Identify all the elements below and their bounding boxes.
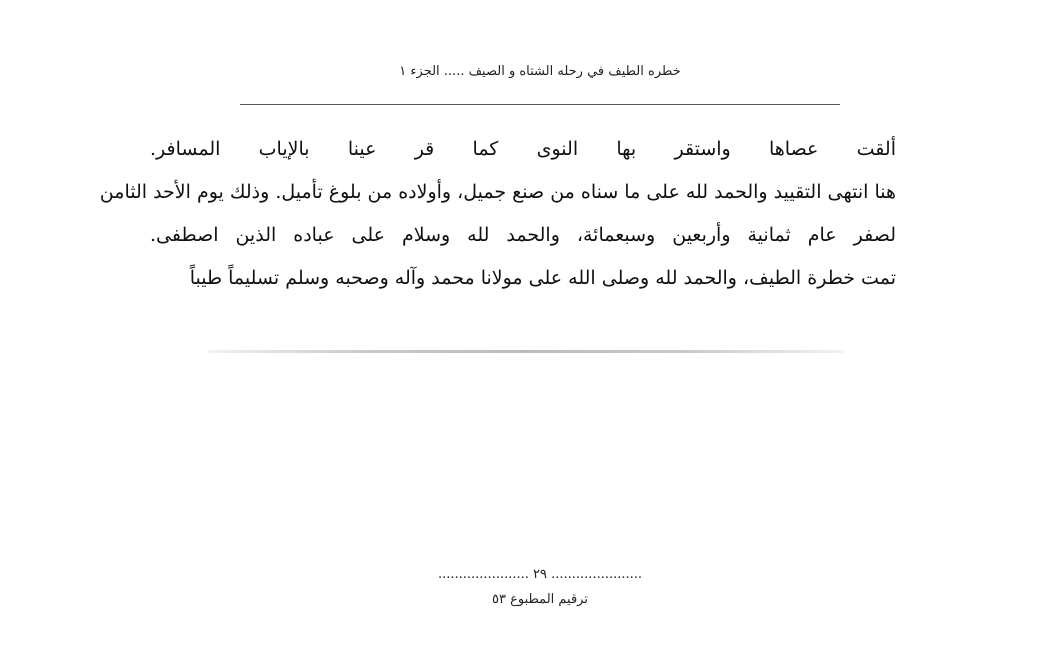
body-line: تمت خطرة الطيف، والحمد لله وصلى الله على مولانا محمد وآله وصحبه وسلم تسليماً طيباً bbox=[189, 267, 896, 289]
body-text bbox=[99, 128, 896, 300]
running-header: خطره الطيف في رحله الشتاه و الصيف ..... الجزء ١ bbox=[399, 64, 681, 79]
page-number: ...................... ٢٩ ...................... bbox=[437, 567, 643, 582]
body-line: هنا انتهى التقييد والحمد لله على ما سناه من صنع جميل، وأولاده من بلوغ تأميل. وذلك يوم الأحد الثامن bbox=[99, 181, 896, 203]
header-divider bbox=[240, 104, 840, 105]
body-line: ألقت عصاها واستقر بها النوى كما قر عينا بالإياب المسافر. bbox=[150, 138, 896, 160]
body-line: لصفر عام ثمانية وأربعين وسبعمائة، والحمد لله وسلام على عباده الذين اصطفى. bbox=[150, 224, 896, 246]
print-page-number: ترقيم المطبوع ٥٣ bbox=[492, 592, 588, 607]
end-divider bbox=[208, 350, 844, 353]
